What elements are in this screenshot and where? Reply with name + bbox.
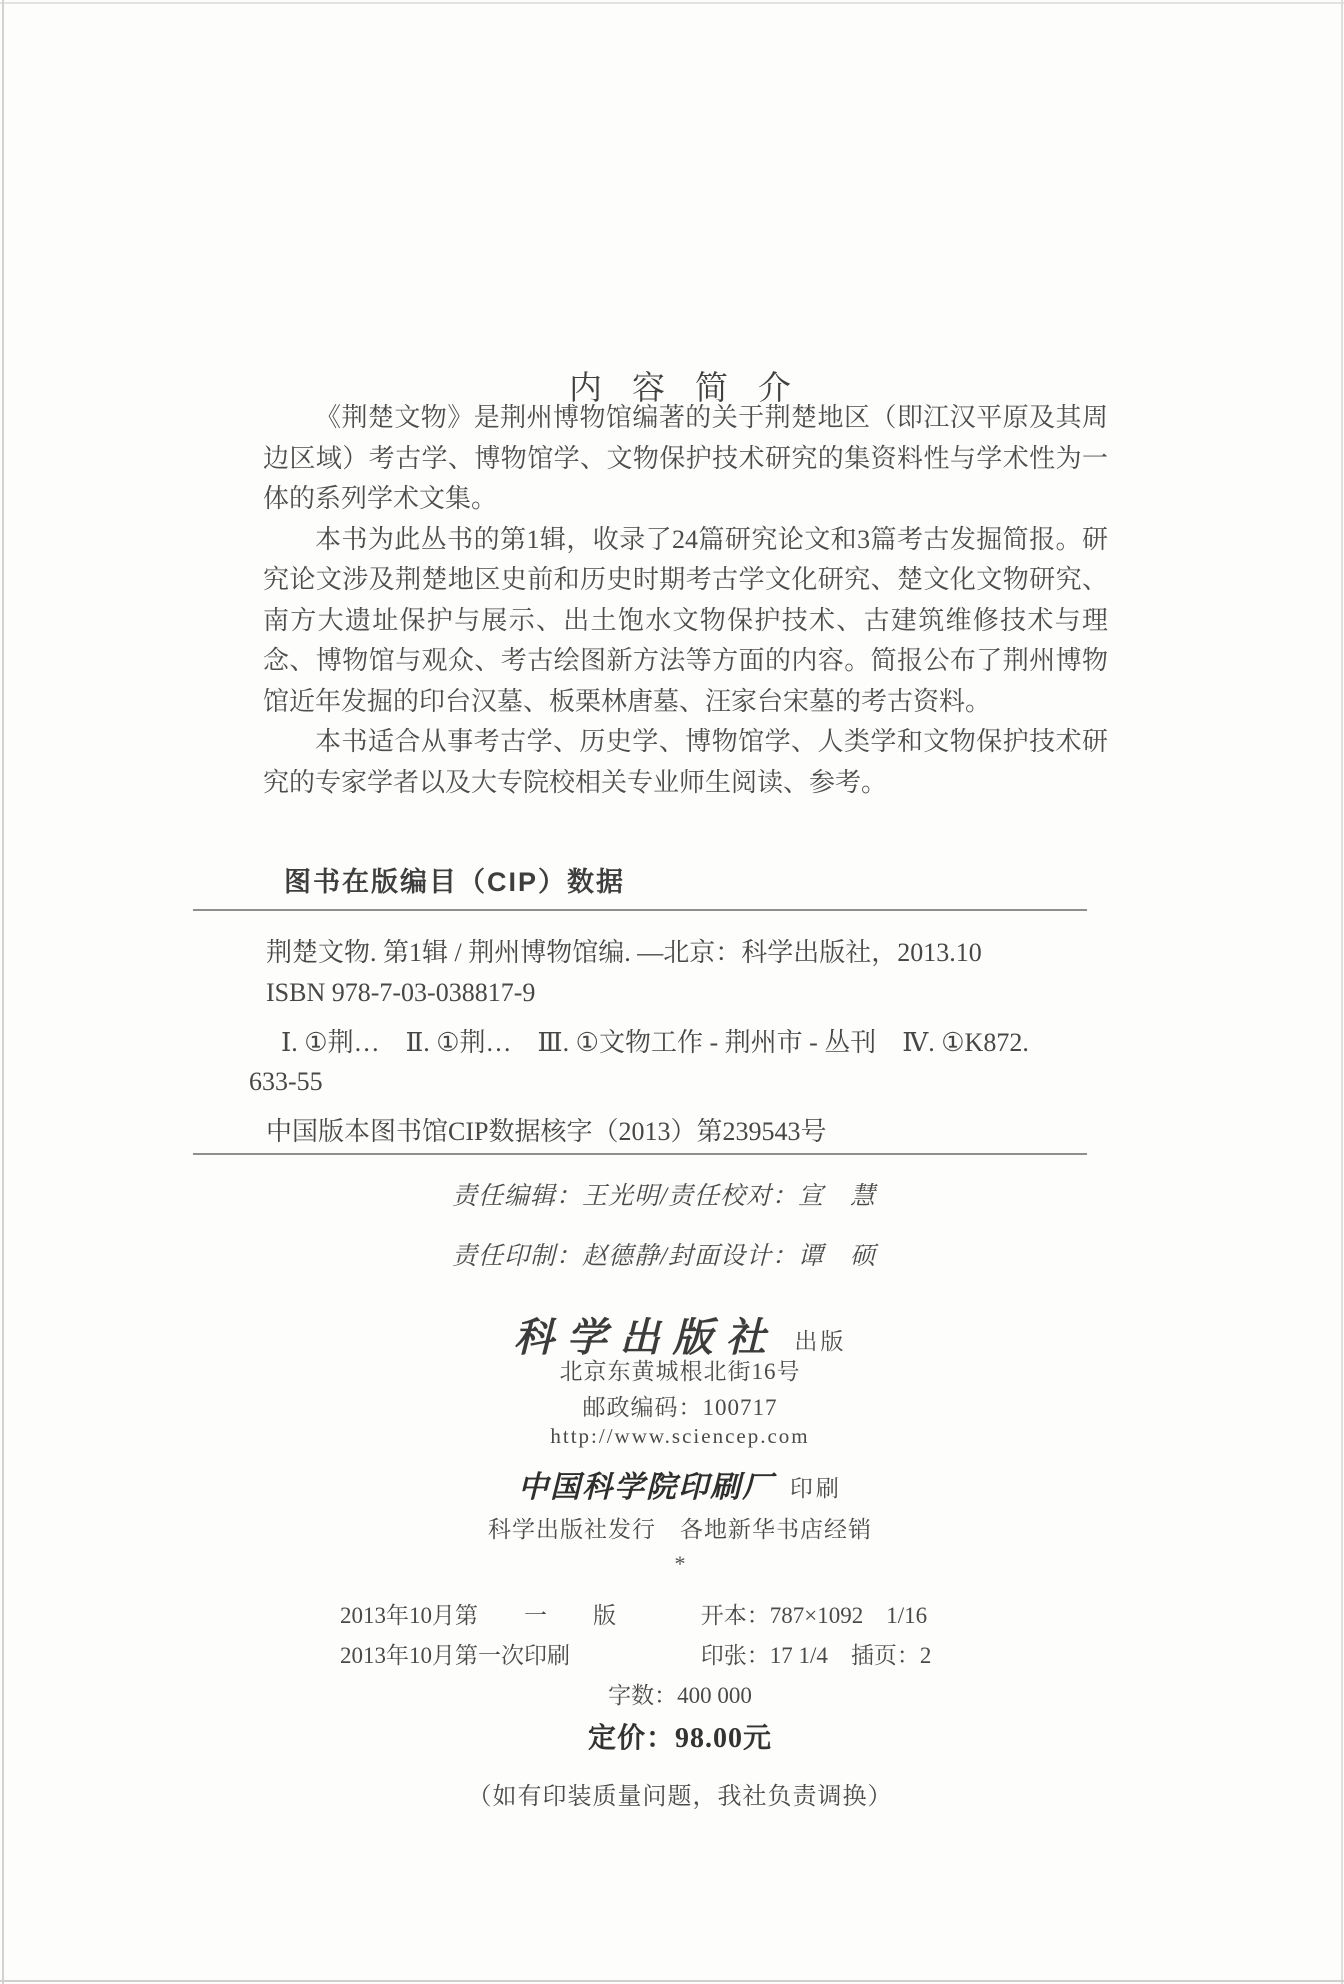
printer-logo-suffix: 印刷: [789, 1476, 842, 1501]
cip-isbn: ISBN 978-7-03-038817-9: [266, 978, 536, 1007]
printer-logo-line: [195, 1462, 1165, 1506]
cip-header: 图书在版编目（CIP）数据: [284, 867, 626, 897]
scan-edge-left: [2, 0, 4, 1984]
intro-paragraph-2: 本书为此丛书的第1辑，收录了24篇研究论文和3篇考古发掘简报。研究论文涉及荆楚地区史前和历史时期考古学文化研究、楚文化文物研究、南方大遗址保护与展示、出土饱水文物保护技术、古建筑维修技术与理念、博物馆与观众、考古绘图新方法等方面的内容。简报公布了荆州博物馆近年发掘的印台汉墓、板栗林唐墓、汪家台宋墓的考古资料。: [263, 524, 1108, 716]
credits-printing-line: 责任印制：赵德静/封面设计：谭 硕: [452, 1243, 876, 1270]
introduction-text: [263, 398, 1108, 803]
separator-asterisk: *: [674, 1551, 686, 1576]
intro-paragraph-1: 《荆楚文物》是荆州博物馆编著的关于荆楚地区（即江汉平原及其周边区域）考古学、博物馆学、文物保护技术研究的集资料性与学术性为一体的系列学术文集。: [263, 403, 1108, 513]
credits-editing-line: 责任编辑：王光明/责任校对：宣 慧: [452, 1183, 876, 1210]
printing-line: [340, 1637, 1060, 1670]
cip-classification: Ⅰ. ①荆… Ⅱ. ①荆… Ⅲ. ①文物工作 - 荆州市 - 丛刊 Ⅳ. ①K872.: [281, 1028, 1029, 1057]
quality-notice: （如有印装质量问题，我社负责调换）: [467, 1784, 893, 1810]
staff-credits: [452, 1176, 876, 1296]
book-format: 开本：787×1092 1/16: [700, 1603, 928, 1628]
printed-sheets: 印张：17 1/4 插页：2: [700, 1643, 932, 1668]
publisher-website: http://www.sciencep.com: [550, 1424, 810, 1448]
word-count: 字数：400 000: [608, 1683, 752, 1708]
printing-date: 2013年10月第一次印刷: [340, 1643, 570, 1668]
publisher-logo-suffix: 出版: [794, 1329, 847, 1354]
science-press-logo: 科学出版社: [513, 1315, 779, 1360]
publisher-address: 北京东黄城根北街16号: [559, 1359, 801, 1384]
price: 定价：98.00元: [587, 1723, 772, 1754]
scan-edge-top: [0, 2, 1344, 4]
cip-title-line: 荆楚文物. 第1辑 / 荆州博物馆编. —北京：科学出版社，2013.10: [266, 938, 982, 967]
edition-line: [340, 1597, 1060, 1630]
cip-classification-continued: 633-55: [249, 1067, 323, 1096]
publisher-postcode: 邮政编码：100717: [582, 1395, 778, 1420]
cip-divider-top: [193, 909, 1087, 911]
scan-edge-bottom: [0, 1980, 1344, 1982]
cip-divider-bottom: [193, 1153, 1087, 1155]
page-title: 内容简介: [569, 369, 821, 407]
cip-record-number: 中国版本图书馆CIP数据核字（2013）第239543号: [266, 1117, 827, 1146]
intro-paragraph-3: 本书适合从事考古学、历史学、博物馆学、人类学和文物保护技术研究的专家学者以及大专院校相关专业师生阅读、参考。: [263, 727, 1108, 797]
edition-date: 2013年10月第 一 版: [340, 1603, 616, 1628]
distribution-line: 科学出版社发行 各地新华书店经销: [488, 1517, 872, 1542]
scan-edge-right: [1341, 0, 1343, 1984]
cas-printing-house-logo: 中国科学院印刷厂: [518, 1471, 775, 1504]
